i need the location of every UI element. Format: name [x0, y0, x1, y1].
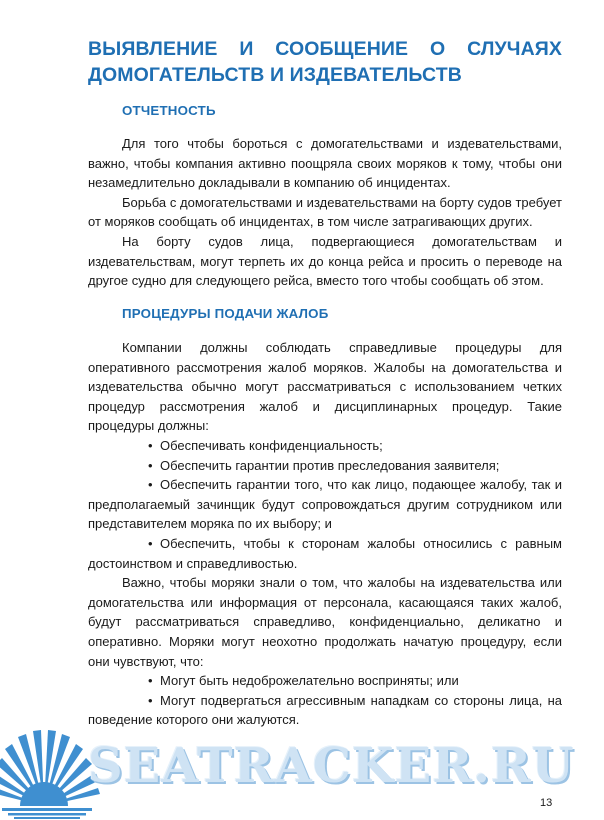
bullet-icon: •	[148, 457, 153, 473]
paragraph: Важно, чтобы моряки знали о том, что жалобы на издевательства или домогательства или информация от персонала, касающаяся таких жалоб, будут рассматриваться справедливо, конфиденциально, деликатно и оперативно. Моряки могут неохотно продолжать начатую процедуру, если они чувствуют, что:	[88, 575, 562, 669]
list-item: • Обеспечивать конфиденциальность;	[88, 436, 562, 456]
list-item: • Могут подвергаться агрессивным нападкам со стороны лица, на поведение которого они жалуются.	[88, 692, 562, 728]
paragraph: Борьба с домогательствами и издевательствами на борту судов требует от моряков сообщать об инцидентах, в том числе затрагивающих других.	[88, 194, 562, 230]
paragraph: На борту судов лица, подвергающиеся домогательствам и издевательствам, могут терпеть их до конца рейса и просить о переводе на другое судно для следующего рейса, вместо того чтобы сообщать об этом.	[88, 233, 562, 289]
bullet-icon: •	[148, 437, 153, 453]
list-item: • Обеспечить, чтобы к сторонам жалобы относились с равным достоинством и справедливостью.	[88, 535, 562, 571]
bullet-icon: •	[148, 535, 153, 551]
section-heading-reporting: ОТЧЕТНОСТЬ	[122, 103, 216, 118]
page-number: 13	[540, 797, 553, 809]
list-item: • Обеспечить гарантии того, что как лицо, подающее жалобу, так и предполагаемый зачинщик будут сопровождаться другим сотрудником или представителем моряка по их выбору; и	[88, 477, 562, 532]
section-complaints-body	[88, 338, 562, 730]
bullet-icon: •	[148, 477, 153, 493]
bullet-icon: •	[148, 673, 153, 689]
watermark-text: SEATRACKER.RU	[88, 738, 575, 794]
page-title: ВЫЯВЛЕНИЕ И СООБЩЕНИЕ О СЛУЧАЯХ ДОМОГАТЕЛЬСТВ И ИЗДЕВАТЕЛЬСТВ	[88, 38, 562, 86]
paragraph: Для того чтобы бороться с домогательствами и издевательствами, важно, чтобы компания активно поощряла своих моряков к тому, чтобы они незамедлительно докладывали в компанию об инцидентах.	[88, 136, 562, 191]
list-item: • Могут быть недоброжелательно восприняты; или	[88, 671, 562, 691]
paragraph: Компании должны соблюдать справедливые процедуры для оперативного рассмотрения жалоб моряков. Жалобы на домогательства и издевательства обычно могут рассматриваться с использованием четких процедур рассмотрения жалоб и дисциплинарных процедур. Такие процедуры должны:	[88, 340, 562, 434]
bullet-icon: •	[148, 692, 153, 708]
section-heading-complaints: ПРОЦЕДУРЫ ПОДАЧИ ЖАЛОБ	[122, 306, 329, 321]
section-reporting-body	[88, 134, 562, 291]
list-item: • Обеспечить гарантии против преследования заявителя;	[88, 456, 562, 476]
